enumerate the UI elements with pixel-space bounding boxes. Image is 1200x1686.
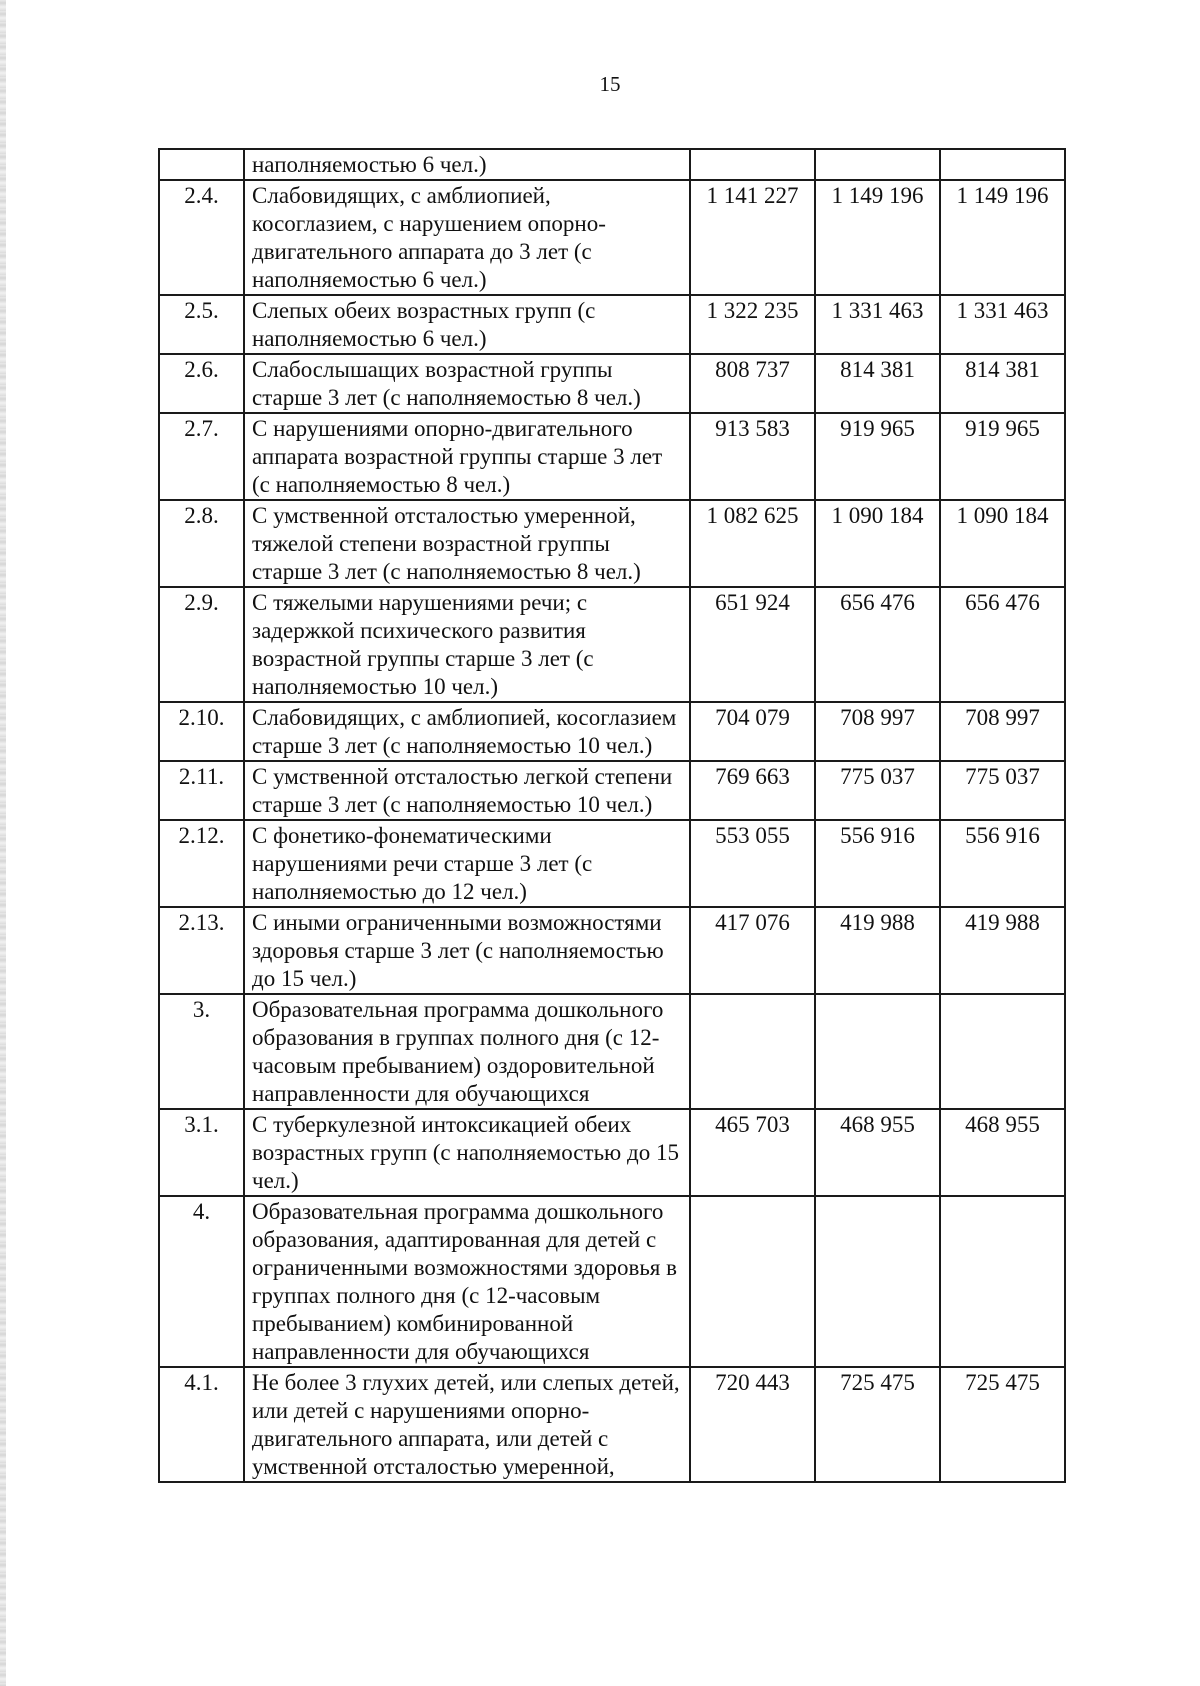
row-value-3: 1 331 463	[940, 295, 1065, 354]
row-number: 2.13.	[159, 907, 244, 994]
row-value-2: 725 475	[815, 1367, 940, 1482]
row-value-1: 769 663	[690, 761, 815, 820]
table-row	[159, 354, 1065, 413]
row-number: 2.5.	[159, 295, 244, 354]
row-value-3: 1 090 184	[940, 500, 1065, 587]
row-value-1: 808 737	[690, 354, 815, 413]
table-row	[159, 1367, 1065, 1482]
row-value-2	[815, 149, 940, 180]
row-description: С умственной отсталостью умеренной, тяжелой степени возрастной группы старше 3 лет (с наполняемостью 8 чел.)	[244, 500, 690, 587]
table-row	[159, 180, 1065, 295]
tariff-table	[158, 148, 1066, 1483]
row-description: наполняемостью 6 чел.)	[244, 149, 690, 180]
row-value-1: 704 079	[690, 702, 815, 761]
row-number: 2.10.	[159, 702, 244, 761]
row-number: 3.1.	[159, 1109, 244, 1196]
table-row	[159, 702, 1065, 761]
row-number: 2.8.	[159, 500, 244, 587]
row-value-3: 556 916	[940, 820, 1065, 907]
row-number: 2.7.	[159, 413, 244, 500]
row-value-3	[940, 1196, 1065, 1367]
row-value-3: 468 955	[940, 1109, 1065, 1196]
row-number: 2.11.	[159, 761, 244, 820]
row-value-1	[690, 1196, 815, 1367]
table-row	[159, 413, 1065, 500]
row-value-1: 465 703	[690, 1109, 815, 1196]
row-number: 2.4.	[159, 180, 244, 295]
row-value-3: 814 381	[940, 354, 1065, 413]
row-number	[159, 149, 244, 180]
row-value-2	[815, 1196, 940, 1367]
row-value-2: 656 476	[815, 587, 940, 702]
scan-edge	[0, 0, 6, 1686]
row-value-2: 419 988	[815, 907, 940, 994]
row-value-2: 814 381	[815, 354, 940, 413]
table-row	[159, 907, 1065, 994]
row-value-3	[940, 149, 1065, 180]
row-value-3: 775 037	[940, 761, 1065, 820]
row-value-2: 1 331 463	[815, 295, 940, 354]
table-row	[159, 295, 1065, 354]
row-description: С умственной отсталостью легкой степени старше 3 лет (с наполняемостью 10 чел.)	[244, 761, 690, 820]
row-value-2: 556 916	[815, 820, 940, 907]
row-description: Образовательная программа дошкольного образования в группах полного дня (с 12-часовым пребыванием) оздоровительной направленности для обучающихся	[244, 994, 690, 1109]
row-value-2: 775 037	[815, 761, 940, 820]
row-value-1: 651 924	[690, 587, 815, 702]
row-value-3: 419 988	[940, 907, 1065, 994]
row-value-2	[815, 994, 940, 1109]
row-value-3: 725 475	[940, 1367, 1065, 1482]
row-value-1: 1 082 625	[690, 500, 815, 587]
row-value-1	[690, 149, 815, 180]
row-value-3: 1 149 196	[940, 180, 1065, 295]
row-description: Образовательная программа дошкольного образования, адаптированная для детей с ограниченными возможностями здоровья в группах полного дня (с 12-часовым пребыванием) комбинированной направленности для обучающихся	[244, 1196, 690, 1367]
row-value-1: 913 583	[690, 413, 815, 500]
row-value-3: 919 965	[940, 413, 1065, 500]
row-number: 2.6.	[159, 354, 244, 413]
page-number: 15	[599, 72, 621, 96]
row-number: 3.	[159, 994, 244, 1109]
table-row	[159, 1109, 1065, 1196]
row-description: Слепых обеих возрастных групп (с наполняемостью 6 чел.)	[244, 295, 690, 354]
row-number: 4.	[159, 1196, 244, 1367]
row-number: 2.12.	[159, 820, 244, 907]
table-row	[159, 994, 1065, 1109]
row-description: С фонетико-фонематическими нарушениями речи старше 3 лет (с наполняемостью до 12 чел.)	[244, 820, 690, 907]
row-value-2: 708 997	[815, 702, 940, 761]
row-description: Не более 3 глухих детей, или слепых детей, или детей с нарушениями опорно-двигательного аппарата, или детей с умственной отсталостью умеренной,	[244, 1367, 690, 1482]
row-value-2: 1 090 184	[815, 500, 940, 587]
row-description: С иными ограниченными возможностями здоровья старше 3 лет (с наполняемостью до 15 чел.)	[244, 907, 690, 994]
row-description: Слабослышащих возрастной группы старше 3 лет (с наполняемостью 8 чел.)	[244, 354, 690, 413]
row-value-2: 468 955	[815, 1109, 940, 1196]
row-description: С нарушениями опорно-двигательного аппарата возрастной группы старше 3 лет (с наполняемостью 8 чел.)	[244, 413, 690, 500]
row-value-3: 656 476	[940, 587, 1065, 702]
row-number: 2.9.	[159, 587, 244, 702]
row-value-2: 919 965	[815, 413, 940, 500]
row-value-1	[690, 994, 815, 1109]
table-row	[159, 500, 1065, 587]
row-value-1: 417 076	[690, 907, 815, 994]
table-row	[159, 1196, 1065, 1367]
row-number: 4.1.	[159, 1367, 244, 1482]
row-value-1: 1 141 227	[690, 180, 815, 295]
row-description: С туберкулезной интоксикацией обеих возрастных групп (с наполняемостью до 15 чел.)	[244, 1109, 690, 1196]
row-value-1: 553 055	[690, 820, 815, 907]
row-value-1: 720 443	[690, 1367, 815, 1482]
row-description: Слабовидящих, с амблиопией, косоглазием, с нарушением опорно-двигательного аппарата до 3 лет (с наполняемостью 6 чел.)	[244, 180, 690, 295]
row-description: Слабовидящих, с амблиопией, косоглазием старше 3 лет (с наполняемостью 10 чел.)	[244, 702, 690, 761]
table-row	[159, 820, 1065, 907]
row-value-1: 1 322 235	[690, 295, 815, 354]
table-row	[159, 149, 1065, 180]
row-value-3	[940, 994, 1065, 1109]
row-value-3: 708 997	[940, 702, 1065, 761]
row-value-2: 1 149 196	[815, 180, 940, 295]
table-row	[159, 761, 1065, 820]
table-row	[159, 587, 1065, 702]
row-description: С тяжелыми нарушениями речи; с задержкой психического развития возрастной группы старше 3 лет (с наполняемостью 10 чел.)	[244, 587, 690, 702]
